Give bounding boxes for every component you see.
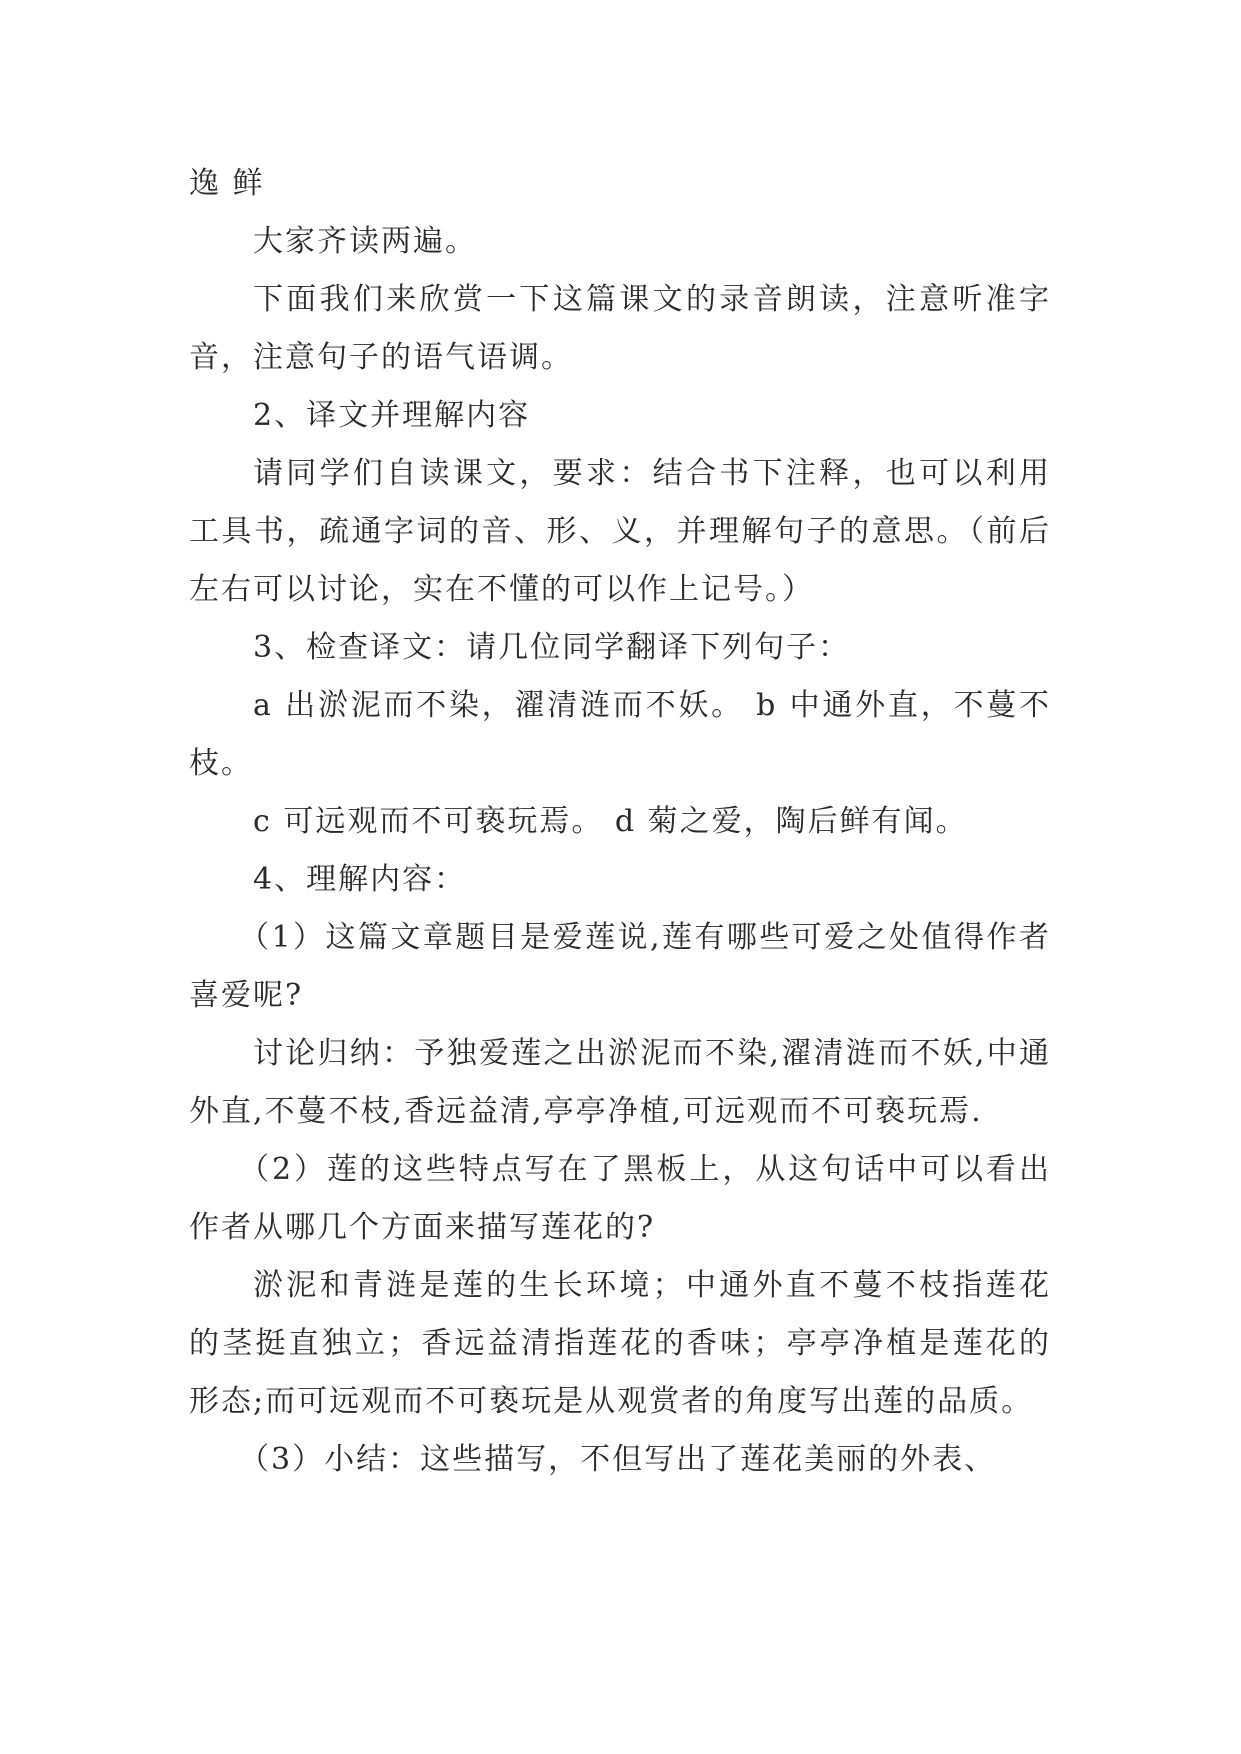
paragraph-listen-recording: 下面我们来欣赏一下这篇课文的录音朗读，注意听准字音，注意句子的语气语调。	[189, 282, 1051, 375]
paragraph-self-study: 请同学们自读课文，要求：结合书下注释，也可以利用工具书，疏通字词的音、形、义，并理解句子的意思。（前后左右可以讨论，实在不懂的可以作上记号。）	[189, 456, 1051, 607]
question-2: （2）莲的这些特点写在了黑板上，从这句话中可以看出作者从哪几个方面来描写莲花的?	[189, 1152, 1051, 1245]
paragraph-read-aloud: 大家齐读两遍。	[253, 224, 477, 259]
document-body	[189, 155, 1051, 1489]
paragraph-pronunciation-words: 逸 鲜	[189, 166, 265, 201]
paragraph-sentences-cd: c 可远观而不可亵玩焉。 d 菊之爱，陶后鲜有闻。	[253, 804, 968, 839]
question-1: （1）这篇文章题目是爱莲说,莲有哪些可爱之处值得作者喜爱呢?	[189, 920, 1051, 1013]
section-heading-translate: 2、译文并理解内容	[253, 398, 531, 433]
section-heading-understand: 4、理解内容：	[253, 862, 467, 897]
section-heading-check-translation: 3、检查译文：请几位同学翻译下列句子：	[253, 630, 851, 665]
paragraph-sentences-ab: a 出淤泥而不染，濯清涟而不妖。 b 中通外直，不蔓不枝。	[189, 688, 1051, 781]
paragraph-discussion-summary: 讨论归纳：予独爱莲之出淤泥而不染,濯清涟而不妖,中通外直,不蔓不枝,香远益清,亭亭净植,可远观而不可亵玩焉.	[189, 1036, 1051, 1129]
paragraph-conclusion: （3）小结：这些描写，不但写出了莲花美丽的外表、	[239, 1442, 997, 1477]
paragraph-lotus-aspects: 淤泥和青涟是莲的生长环境；中通外直不蔓不枝指莲花的茎挺直独立；香远益清指莲花的香味；亭亭净植是莲花的形态;而可远观而不可亵玩是从观赏者的角度写出莲的品质。	[189, 1268, 1051, 1419]
